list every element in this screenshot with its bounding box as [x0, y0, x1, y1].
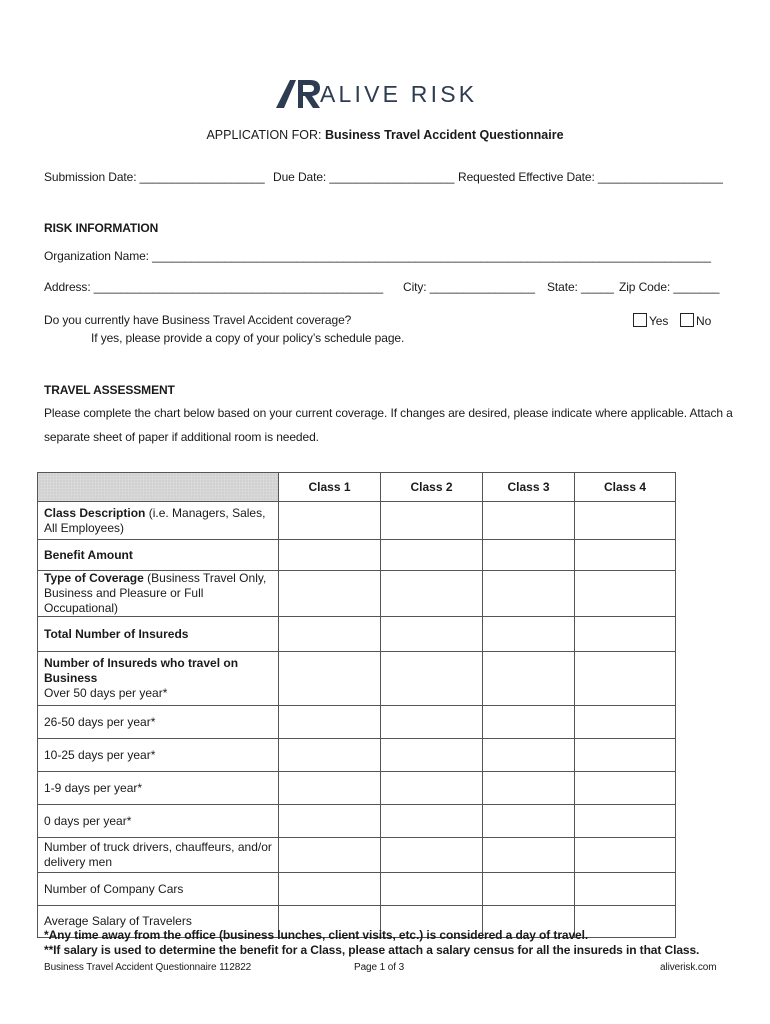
class-4-header: Class 4 [575, 473, 676, 502]
input-cell[interactable] [575, 617, 676, 652]
due-date-field[interactable]: Due Date: ___________________ [273, 170, 455, 184]
footer-page-number: Page 1 of 3 [354, 962, 405, 973]
table-row [38, 772, 676, 805]
effective-date-field[interactable]: Requested Effective Date: ___________________ [458, 170, 723, 184]
table-row [38, 617, 676, 652]
no-checkbox[interactable] [680, 313, 694, 327]
city-field[interactable]: City: ________________ [403, 280, 535, 294]
zip-code-field[interactable]: Zip Code: _______ [619, 280, 720, 294]
input-cell[interactable] [381, 502, 483, 540]
input-cell[interactable] [381, 739, 483, 772]
row-label-0-days: 0 days per year* [38, 805, 279, 838]
page-title [0, 128, 770, 142]
input-cell[interactable] [483, 617, 575, 652]
row-label-benefit-amount: Benefit Amount [38, 540, 279, 571]
input-cell[interactable] [381, 652, 483, 706]
address-field[interactable]: Address: ____________________________________________ [44, 280, 384, 294]
input-cell[interactable] [483, 805, 575, 838]
travel-assessment-table [37, 472, 676, 938]
input-cell[interactable] [279, 617, 381, 652]
table-header-row [38, 473, 676, 502]
state-field[interactable]: State: _____ [547, 280, 614, 294]
row-label-travel-over-50 [38, 652, 279, 706]
logo-wordmark: ALIVE RISK [320, 81, 478, 107]
class-2-header: Class 2 [381, 473, 483, 502]
header-corner-cell [38, 473, 279, 502]
input-cell[interactable] [575, 739, 676, 772]
coverage-yes-option[interactable] [633, 313, 668, 328]
input-cell[interactable] [575, 772, 676, 805]
input-cell[interactable] [279, 805, 381, 838]
table-row [38, 838, 676, 873]
type-of-coverage-label: Type of Coverage [44, 571, 144, 585]
row-label-truck-drivers: Number of truck drivers, chauffeurs, and/or delivery men [38, 838, 279, 873]
submission-date-field[interactable]: Submission Date: ___________________ [44, 170, 265, 184]
input-cell[interactable] [279, 652, 381, 706]
insureds-who-travel-label: Number of Insureds who travel on Business [44, 656, 239, 685]
footnote-salary-census: **If salary is used to determine the benefit for a Class, please attach a salary census for all the insureds in that Class. [44, 943, 700, 957]
row-label-average-salary: Average Salary of Travelers [38, 906, 279, 938]
table-row [38, 873, 676, 906]
class-description-note: (i.e. Managers, Sales, All Employees) [44, 505, 266, 535]
input-cell[interactable] [279, 772, 381, 805]
input-cell[interactable] [279, 838, 381, 873]
input-cell[interactable] [381, 617, 483, 652]
table-row [38, 571, 676, 617]
over-50-days-label: Over 50 days per year* [44, 686, 168, 700]
table-row [38, 540, 676, 571]
travel-intro-line2: separate sheet of paper if additional room is needed. [44, 430, 319, 444]
input-cell[interactable] [279, 502, 381, 540]
coverage-note: If yes, please provide a copy of your policy’s schedule page. [91, 331, 405, 345]
title-prefix: APPLICATION FOR: [206, 128, 326, 142]
input-cell[interactable] [483, 873, 575, 906]
input-cell[interactable] [381, 838, 483, 873]
input-cell[interactable] [279, 540, 381, 571]
row-label-26-50-days: 26-50 days per year* [38, 706, 279, 739]
table-row [38, 739, 676, 772]
input-cell[interactable] [575, 652, 676, 706]
input-cell[interactable] [575, 571, 676, 617]
type-of-coverage-note: (Business Travel Only, Business and Pleasure or Full Occupational) [44, 571, 267, 615]
table-row [38, 805, 676, 838]
input-cell[interactable] [279, 739, 381, 772]
footer-form-id: Business Travel Accident Questionnaire 112822 [44, 962, 252, 973]
input-cell[interactable] [381, 540, 483, 571]
table-row [38, 706, 676, 739]
travel-intro-line1: Please complete the chart below based on your current coverage. If changes are desired, please indicate where applicable. Attach a [44, 406, 733, 420]
row-label-total-insureds: Total Number of Insureds [38, 617, 279, 652]
input-cell[interactable] [575, 805, 676, 838]
class-description-label: Class Description [44, 505, 146, 520]
row-label-class-description [38, 502, 279, 540]
input-cell[interactable] [483, 571, 575, 617]
input-cell[interactable] [483, 502, 575, 540]
travel-assessment-heading: TRAVEL ASSESSMENT [44, 383, 175, 397]
input-cell[interactable] [279, 873, 381, 906]
input-cell[interactable] [483, 772, 575, 805]
class-3-header: Class 3 [483, 473, 575, 502]
row-label-1-9-days: 1-9 days per year* [38, 772, 279, 805]
row-label-company-cars: Number of Company Cars [38, 873, 279, 906]
class-1-header: Class 1 [279, 473, 381, 502]
footer-website-link[interactable]: aliverisk.com [660, 962, 717, 973]
coverage-no-option[interactable] [680, 313, 711, 328]
coverage-question: Do you currently have Business Travel Accident coverage? [44, 313, 352, 327]
input-cell[interactable] [381, 706, 483, 739]
input-cell[interactable] [483, 838, 575, 873]
input-cell[interactable] [575, 706, 676, 739]
input-cell[interactable] [483, 706, 575, 739]
table-row [38, 652, 676, 706]
title-name: Business Travel Accident Questionnaire [325, 128, 564, 142]
input-cell[interactable] [279, 571, 381, 617]
input-cell[interactable] [381, 873, 483, 906]
yes-label: Yes [649, 314, 669, 328]
input-cell[interactable] [483, 652, 575, 706]
input-cell[interactable] [483, 540, 575, 571]
table-row [38, 502, 676, 540]
input-cell[interactable] [483, 739, 575, 772]
risk-information-heading: RISK INFORMATION [44, 221, 159, 235]
input-cell[interactable] [381, 571, 483, 617]
input-cell[interactable] [575, 502, 676, 540]
row-label-type-of-coverage [38, 571, 279, 617]
input-cell[interactable] [575, 906, 676, 938]
yes-checkbox[interactable] [633, 313, 647, 327]
row-label-10-25-days: 10-25 days per year* [38, 739, 279, 772]
input-cell[interactable] [381, 805, 483, 838]
input-cell[interactable] [575, 873, 676, 906]
no-label: No [696, 314, 712, 328]
input-cell[interactable] [575, 838, 676, 873]
footnote-travel-day: *Any time away from the office (business lunches, client visits, etc.) is considered a day of travel. [44, 928, 589, 942]
input-cell[interactable] [279, 706, 381, 739]
organization-name-field[interactable]: Organization Name: _____________________________________________________________________________________ [44, 249, 711, 263]
input-cell[interactable] [575, 540, 676, 571]
input-cell[interactable] [381, 772, 483, 805]
